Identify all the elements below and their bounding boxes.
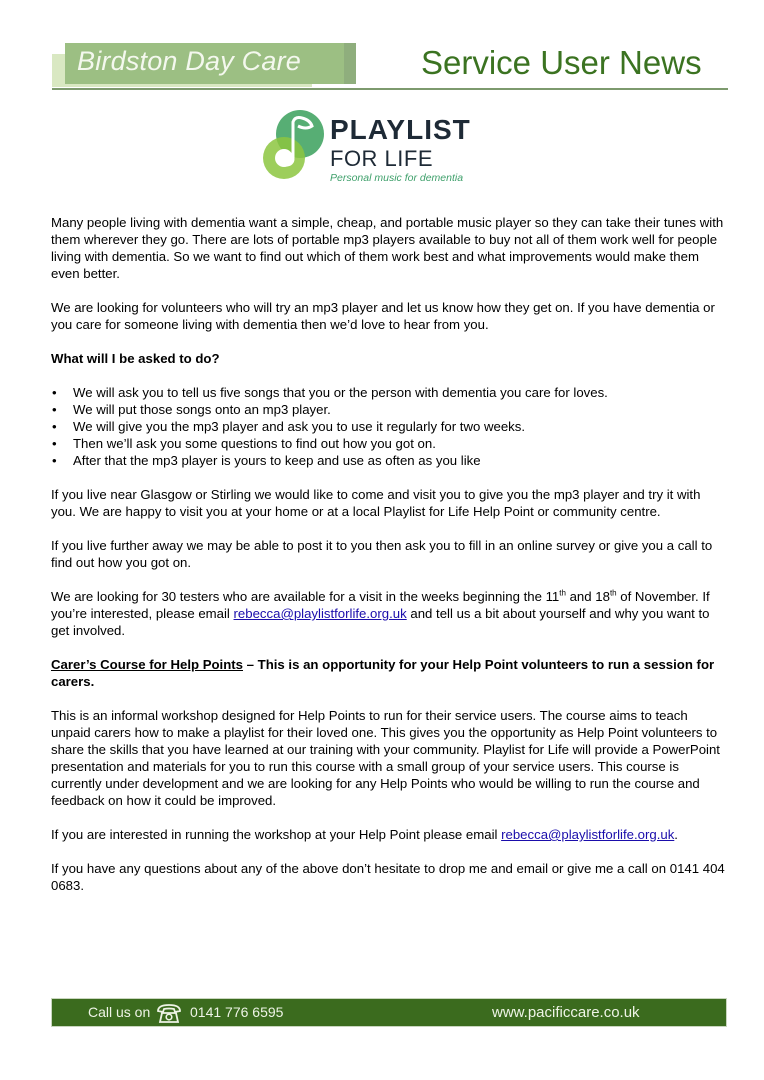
asked-list	[51, 384, 727, 469]
footer-phone-number: 0141 776 6595	[190, 1004, 284, 1020]
footer-website[interactable]: www.pacificcare.co.uk	[492, 1004, 640, 1021]
list-item: • We will put those songs onto an mp3 player.	[51, 401, 727, 418]
carers-course-heading	[51, 656, 727, 690]
intro-paragraph: Many people living with dementia want a simple, cheap, and portable music player so they can take their tunes with them wherever they go. There are lots of portable mp3 players available to buy not all of them work well for people living with dementia. So we want to find out which of them work best and what improvements would make them even better.	[51, 215, 724, 281]
playlist-for-life-logo	[262, 108, 492, 186]
logo-wordmark-for-life: FOR LIFE	[330, 146, 434, 171]
testers-text: and tell us a bit about yourself and why you want to get involved.	[51, 606, 710, 638]
footer-call-label: Call us on	[88, 1004, 151, 1020]
list-item: • After that the mp3 player is yours to keep and use as often as you like	[51, 452, 727, 469]
interested-text: .	[674, 827, 678, 842]
music-note-circles-icon	[262, 108, 328, 186]
asked-heading: What will I be asked to do?	[51, 351, 220, 366]
testers-paragraph	[51, 588, 727, 639]
list-item: • We will give you the mp3 player and ask you to use it regularly for two weeks.	[51, 418, 727, 435]
list-item: • Then we’ll ask you some questions to find out how you got on.	[51, 435, 727, 452]
carers-course-title: Carer’s Course for Help Points	[51, 657, 243, 672]
near-paragraph: If you live near Glasgow or Stirling we would like to come and visit you to give you the mp3 player and try it with you. We are happy to visit you at your home or at a local Playlist for Life Help Point or community centre.	[51, 487, 701, 519]
ordinal-suffix: th	[609, 588, 617, 598]
questions-paragraph: If you have any questions about any of the above don’t hesitate to drop me and email or give me a call on 0141 404 0683.	[51, 861, 725, 893]
volunteers-paragraph: We are looking for volunteers who will try an mp3 player and let us know how they get on. If you have dementia or you care for someone living with dementia then we’d love to hear from you.	[51, 300, 715, 332]
logo-wordmark-playlist: PLAYLIST	[330, 114, 471, 145]
footer-banner	[51, 998, 727, 1027]
newsletter-title: Service User News	[421, 44, 702, 81]
email-link[interactable]: rebecca@playlistforlife.org.uk	[233, 606, 407, 621]
interested-text: If you are interested in running the workshop at your Help Point please email	[51, 827, 502, 842]
testers-text: and 18	[565, 589, 610, 604]
header-divider	[52, 88, 728, 90]
header-banner-edge	[344, 43, 356, 84]
workshop-paragraph: This is an informal workshop designed for Help Points to run for their service users. The course aims to teach unpaid carers how to make a playlist for their loved one. This gives you the opportunity as Help Point volunteers to share the skills that you have learned at our training with your community. Playlist for Life will provide a PowerPoint presentation and materials for you to run this course with a small group of your service users. This course is currently under development and we are looking for any Help Points who would be willing to run the course and feedback on how it could be improved.	[51, 708, 720, 808]
newsletter-body	[51, 214, 727, 911]
list-item: • We will ask you to tell us five songs that you or the person with dementia you care for loves.	[51, 384, 727, 401]
email-link[interactable]: rebecca@playlistforlife.org.uk	[501, 827, 675, 842]
carers-course-subtitle: – This is an opportunity for your Help Point volunteers to run a session for carers.	[51, 657, 715, 689]
logo-tagline: Personal music for dementia	[330, 172, 464, 184]
interested-paragraph	[51, 826, 727, 843]
ordinal-suffix: th	[559, 588, 566, 598]
testers-text: of November. If you’re interested, please email	[51, 589, 710, 621]
telephone-icon	[155, 1002, 183, 1024]
further-paragraph: If you live further away we may be able to post it to you then ask you to fill in an online survey or give you a call to find out how you got on.	[51, 538, 713, 570]
testers-text: We are looking for 30 testers who are available for a visit in the weeks beginning the 11	[51, 589, 560, 604]
organization-name: Birdston Day Care	[77, 46, 301, 76]
